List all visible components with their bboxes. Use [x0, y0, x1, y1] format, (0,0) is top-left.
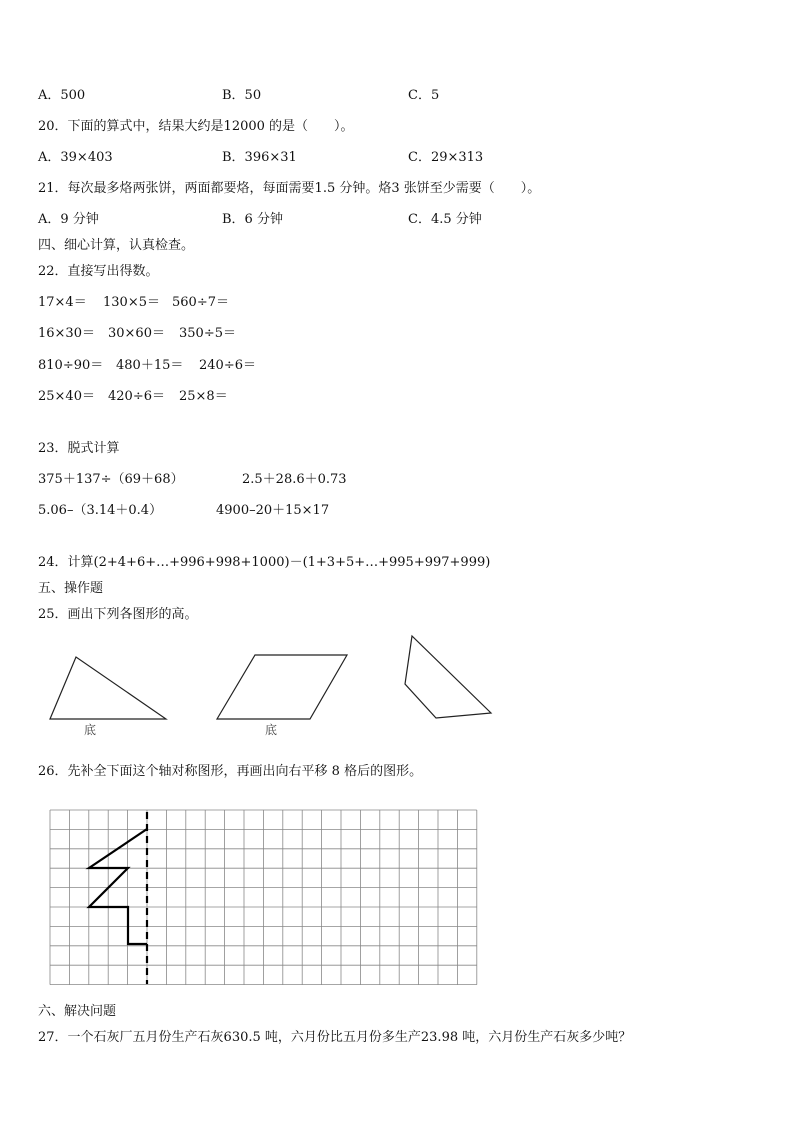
- option-b: B．396×31: [222, 150, 297, 165]
- option-c: C．29×313: [408, 150, 484, 165]
- section-title: 四、细心计算，认真检查。: [38, 238, 195, 253]
- oral-calc: 810÷90＝: [38, 358, 104, 373]
- oral-calc: 25×8＝: [179, 389, 228, 404]
- question-22: 22．直接写出得数。: [38, 264, 159, 279]
- question-23: 23．脱式计算: [38, 441, 120, 456]
- question-24: 24．计算(2+4+6+…+996+998+1000)－(1+3+5+…+995+997+999): [38, 555, 491, 570]
- step-calc: 5.06–（3.14＋0.4）: [38, 503, 163, 518]
- option-a: A．9 分钟: [38, 212, 99, 227]
- section-title: 五、操作题: [38, 581, 104, 596]
- oral-calc: 30×60＝: [108, 326, 165, 341]
- oral-calc: 25×40＝: [38, 389, 95, 404]
- base-label: 底: [84, 723, 97, 737]
- question-25: 25．画出下列各图形的高。: [38, 607, 198, 622]
- oral-calc: 350÷5＝: [179, 326, 236, 341]
- section-title: 六、解决问题: [38, 1004, 117, 1019]
- option-c: C．5: [408, 88, 440, 103]
- option-b: B．6 分钟: [222, 212, 283, 227]
- option-c: C．4.5 分钟: [408, 212, 482, 227]
- oral-calc: 130×5＝: [103, 295, 160, 310]
- oral-calc: 16×30＝: [38, 326, 95, 341]
- step-calc: 4900–20＋15×17: [216, 503, 330, 518]
- question-26: 26．先补全下面这个轴对称图形，再画出向右平移 8 格后的图形。: [38, 764, 423, 779]
- option-a: A．39×403: [38, 150, 113, 165]
- option-a: A．500: [38, 88, 86, 103]
- oral-calc: 17×4＝: [38, 295, 87, 310]
- question-20: 20．下面的算式中，结果大约是12000 的是（ ）。: [38, 119, 354, 134]
- oral-calc: 560÷7＝: [172, 295, 229, 310]
- question-27: 27．一个石灰厂五月份生产石灰630.5 吨，六月份比五月份多生产23.98 吨，六月份生产石灰多少吨？: [38, 1030, 632, 1045]
- base-label: 底: [265, 723, 278, 737]
- oral-calc: 240÷6＝: [199, 358, 256, 373]
- step-calc: 375＋137÷（69＋68）: [38, 472, 184, 487]
- option-b: B．50: [222, 88, 262, 103]
- question-21: 21．每次最多烙两张饼，两面都要烙，每面需要1.5 分钟。烙3 张饼至少需要（ ）。: [38, 181, 541, 196]
- oral-calc: 420÷6＝: [108, 389, 165, 404]
- oral-calc: 480＋15＝: [116, 358, 184, 373]
- step-calc: 2.5＋28.6＋0.73: [242, 472, 347, 487]
